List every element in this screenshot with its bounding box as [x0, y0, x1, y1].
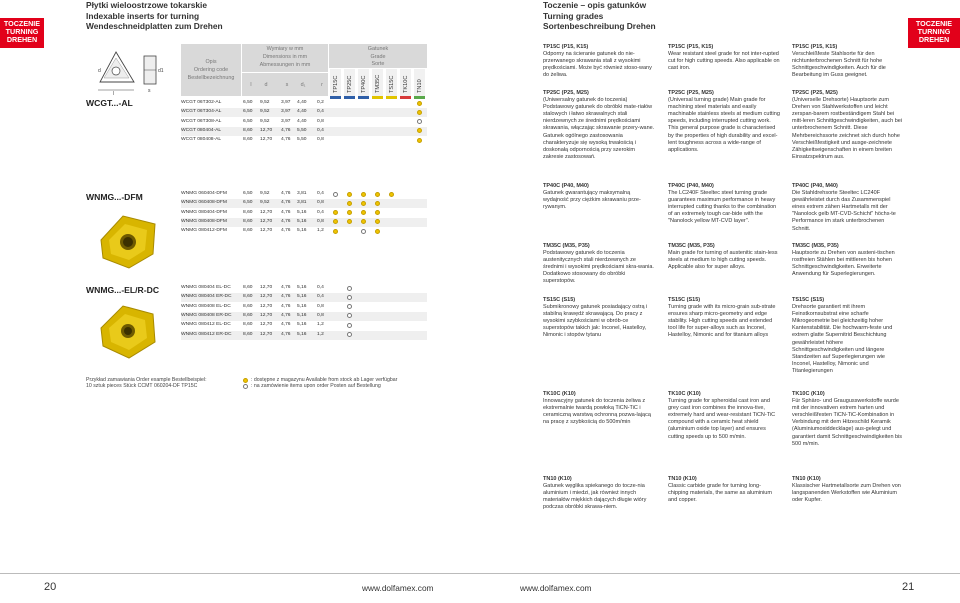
cell-d: 12,70 [260, 137, 273, 143]
order-dot-icon [417, 119, 422, 124]
grade-desc-body: (Universelle Drehsorte) Hauptsorte zum Drehen von Stahlwerkstoffen und leicht zerspan-barem rostbeständigem Stahl bei mitt-leren Schnittgeschwindigkeiten, auch bei unterbrochenem Schnitt. Diese Mehrbereichssorte zeichnet sich durch hohe Verschleißfestigkeit und ausge-zeichnete Zähigkeitseigenschaften in einem breiten Einsatzspektrum aus. [792, 97, 903, 160]
stock-dot-icon [417, 138, 422, 143]
grade-desc-title: TK10C (K10) [792, 391, 825, 397]
cell-d: 12,70 [260, 312, 273, 318]
cell-s: 4,76 [281, 294, 291, 300]
grade-desc-title: TS15C (S15) [792, 297, 825, 303]
cell-r: 0,4 [317, 285, 324, 290]
cell-l: 6,50 [243, 109, 253, 115]
grade-desc-en [668, 44, 780, 72]
cell-code: WNMG 080404 ER-DC [181, 294, 232, 300]
svg-text:l: l [113, 91, 115, 96]
cell-code: WNMG 080408-DFM [181, 218, 227, 224]
table-row [181, 127, 427, 136]
stock-dot-icon [347, 192, 352, 197]
svg-text:d1: d1 [158, 68, 164, 74]
stock-dot-icon [347, 210, 352, 215]
cell-r: 1,2 [317, 228, 324, 234]
grade-desc-body: Turning grade for spheroidal cast iron and grey cast iron combines the innova-tive, extremely hard and wear-resistant TiCN-TiC compound with a ceramic heat shield (aluminium oxide top layer) and ensures cutting speeds up to 500 m/min. [668, 398, 776, 440]
cell-code: WNMG 080404 EL-DC [181, 285, 231, 290]
dimension-column-1: d [264, 82, 268, 88]
title-line: Turning grades [543, 10, 604, 21]
cell-s: 4,76 [281, 200, 291, 206]
order-dot-icon [243, 384, 248, 389]
dimensions-header-label [242, 46, 328, 69]
table-row [181, 199, 427, 208]
stock-dot-icon [417, 110, 422, 115]
order-example-line: Przykład zamawiania Order example Bestellbeispiel: [86, 377, 207, 383]
cell-r: 1,2 [317, 322, 324, 328]
cell-code: WCGT 080408-AL [181, 137, 222, 143]
order-dot-icon [347, 323, 352, 328]
stock-dot-icon [417, 101, 422, 106]
grade-column-label: TM35C [375, 74, 381, 93]
grade-desc-body: Die Stahldrehsorte Steeltec LC240F gewährleistet durch das Zusammenspiel eines extrem zähen Hartmetalls mit der "Nanolock gelb MT-CVD-Schicht" höchs-te Performance im stark unterbrochenen Schnitt. [792, 190, 896, 232]
stock-dot-icon [361, 201, 366, 206]
cell-d: 12,70 [260, 331, 273, 337]
cell-r: 0,4 [317, 191, 324, 196]
cell-l: 8,60 [243, 209, 253, 215]
cell-s: 4,76 [281, 312, 291, 318]
title-line: Toczenie – opis gatunków [543, 0, 647, 10]
cell-d1: 5,16 [297, 312, 307, 318]
grade-desc-pl [543, 391, 655, 426]
right-page-title [543, 0, 656, 32]
cell-r: 0,4 [317, 209, 324, 215]
cell-code: WNMG 060404-DFM [181, 191, 227, 196]
cell-r: 0,8 [317, 303, 324, 309]
code-header-line: Ordering code [193, 67, 229, 73]
cell-code: WCGT 06T308-AL [181, 118, 222, 124]
grade-column-label: TK10C [403, 75, 409, 93]
cell-d: 12,70 [260, 294, 273, 300]
cell-s: 3,97 [281, 118, 291, 124]
wnmg-el-insert-image [93, 300, 163, 362]
side-tab-line: TOCZENIE [3, 19, 41, 28]
grade-desc-body: Odporny na ścieranie gatunek do nie-przerwanego skrawania stali z wysokimi prędkościami. Może być również stoso-wany do żeliwa. [543, 51, 652, 79]
dimension-column-2: s [285, 82, 289, 88]
url-right[interactable]: www.dolfamex.com [520, 583, 592, 593]
cell-d: 9,52 [260, 118, 270, 124]
table-row [181, 321, 427, 330]
grade-desc-en [668, 183, 780, 226]
cell-code: WNMG 080412 ER-DC [181, 331, 232, 337]
title-line: Sortenbeschreibung Drehen [543, 21, 656, 31]
grade-desc-title: TP40C (P40, M40) [668, 183, 714, 189]
cell-d1: 4,40 [297, 109, 307, 115]
order-example-line: 10 sztuk pieces Stück CCMT 060204-DF TP15C [86, 383, 198, 390]
cell-r: 0,2 [317, 100, 324, 105]
grade-desc-title: TK10C (K10) [543, 391, 576, 397]
insert-dimension-drawing [88, 44, 176, 96]
grade-desc-pl [543, 297, 655, 340]
grade-desc-en [668, 391, 780, 441]
stock-dot-icon [243, 378, 248, 383]
stock-dot-icon [333, 219, 338, 224]
grade-desc-title: TP25C (P25, M25) [792, 90, 838, 96]
order-dot-icon [347, 313, 352, 318]
page-number-left: 20 [44, 581, 57, 593]
url-left[interactable]: www.dolfamex.com [362, 583, 434, 593]
stock-dot-icon [361, 192, 366, 197]
svg-text:s: s [148, 88, 151, 94]
grade-desc-de [792, 90, 904, 161]
cell-d: 9,52 [260, 200, 270, 206]
grade-desc-de [792, 297, 904, 375]
page-number-right: 21 [902, 581, 915, 593]
cell-d1: 4,40 [297, 118, 307, 124]
cell-r: 0,4 [317, 109, 324, 115]
grade-desc-body: Verschleißfeste Stahlsorte für den nichtunterbrochenen Schnitt für hohe Schnittgeschwindigkeiten. Auch für die Bearbeitung im Guss geeignet. [792, 51, 886, 79]
grade-desc-pl [543, 44, 655, 79]
table-row [181, 293, 427, 302]
grade-desc-title: TN10 (K10) [543, 476, 572, 482]
grade-desc-body: Submikronowy gatunek posiadający ostrą i stabilną krawędź skrawającą. Do pracy z wysokimi szybkościami w obrób-ce superstopów takich jak: Inconel, Hastelloy, Nimonic i stopów tytanu [543, 304, 648, 339]
side-tab-line: DREHEN [918, 35, 950, 45]
grade-desc-de [792, 391, 904, 448]
stock-dot-icon [375, 229, 380, 234]
grade-desc-body: Für Sphäro- und Graugusswerkstoffe wurde mit der innovativen extrem harten und verschleißfesten TiCN-TiC-Kombination in Verbindung mit dem Hitzeschild Keramik (Aluminiumoxiddecklage) aus-gelegt und garantiert damit Schnittgeschwindigkeiten bis 500 m/min. [792, 398, 903, 447]
cell-r: 0,8 [317, 200, 324, 206]
stock-dot-icon [389, 192, 394, 197]
stock-dot-icon [417, 128, 422, 133]
grade-desc-body: Drehsorte garantiert mit ihrem Feinstkornsubstrat eine scharfe Mikrogeometrie bei gleichzeitig hoher Kantenstabilität. Die hochwarm-feste und extrem glatte Supernitrid Beschichtung gewährleistet höhere Schnittgeschwindigkeiten und längere Standzeiten auf Superlegierungen wie Inconel, Hastelloy, Nimonic und Titanlegierungen [792, 304, 893, 374]
table-row [181, 218, 427, 227]
cell-d1: 5,16 [297, 218, 307, 224]
grade-column-tk10c [400, 69, 411, 99]
grade-desc-body: Podstawowy gatunek do toczenia austenitycznych stali nierdzewnych ze średnimi i wysokimi prędkościami skra-wania. Dodatkowo stosowany do obróbki superstopów. [543, 250, 654, 285]
table-row [181, 284, 427, 293]
grade-column-label: TN10 [417, 79, 423, 93]
order-dot-icon [333, 192, 338, 197]
grade-desc-body: The LC240F Steeltec steel turning grade guarantees maximum performance in heavy interrupted cutting thanks to the combination of an extremely tough car-bide with the "Nanolock yellow MT-CVD layer". [668, 190, 777, 225]
table-row [181, 118, 427, 127]
cell-d1: 3,81 [297, 191, 307, 196]
legend-order-text: : na zamówienie items upon order Posten auf Bestellung [251, 383, 381, 390]
cell-s: 4,76 [281, 228, 291, 234]
grade-header-line: Grade [370, 53, 386, 60]
cell-d1: 3,81 [297, 200, 307, 206]
grade-desc-en [668, 476, 780, 504]
grade-column-label: TP40C [361, 75, 367, 93]
grade-desc-title: TK10C (K10) [668, 391, 701, 397]
cell-d: 9,52 [260, 100, 270, 105]
grade-column-label: TP25C [347, 75, 353, 93]
grade-desc-title: TP40C (P40, M40) [792, 183, 838, 189]
cell-r: 0,8 [317, 118, 324, 124]
table-row [181, 99, 427, 108]
stock-dot-icon [375, 201, 380, 206]
grade-column-label: TS15C [389, 75, 395, 93]
grade-desc-title: TP25C (P25, M25) [668, 90, 714, 96]
cell-code: WNMG 080412-DFM [181, 228, 227, 234]
grade-header-label [329, 46, 427, 69]
dimension-column-0: l [250, 82, 252, 88]
dimension-column-3: d₁ [300, 82, 306, 88]
order-dot-icon [347, 304, 352, 309]
grade-desc-en [668, 243, 780, 271]
cell-d1: 5,50 [297, 127, 307, 133]
grade-desc-body: Hauptsorte zu Drehen von austeni-tischen rostfreien Stählen bei mittleren bis hohen Schnittgeschwindigkeiten. Erweiterte Anwendung für Superlegierungen. [792, 250, 895, 278]
cell-code: WNMG 080404-DFM [181, 209, 227, 215]
side-tab-line: TURNING [5, 27, 39, 37]
legend-order [243, 383, 397, 389]
cell-d1: 5,16 [297, 322, 307, 328]
order-dot-icon [347, 332, 352, 337]
cell-d1: 5,16 [297, 294, 307, 300]
order-example [86, 377, 207, 389]
grade-header-line: Sorte [371, 61, 385, 68]
cell-r: 0,4 [317, 127, 324, 133]
cell-l: 8,60 [243, 331, 253, 337]
cell-d1: 5,16 [297, 228, 307, 234]
dim-header-line: Abmessungen in mm [259, 61, 311, 68]
cell-code: WNMG 060408-DFM [181, 200, 227, 206]
grade-desc-pl [543, 243, 655, 286]
grade-desc-body: (Uniwersalny gatunek do toczenia) Podstawowy gatunek do obróbki mate-riałów stalowych i łatwo skrawalnych stali nierdzewnych ze średnimi prędkościami skrawania, włączając skrawanie przery-wane. Gatunek ogólnego zastosowania charakteryzuje się wysoką trwałością i doskonałą odpornością przy szerokim zakresie zastosowań. [543, 97, 655, 160]
stock-dot-icon [333, 210, 338, 215]
cell-l: 8,60 [243, 312, 253, 318]
table-row [181, 190, 427, 199]
cell-s: 3,97 [281, 109, 291, 115]
grade-desc-pl [543, 183, 655, 211]
side-tab-right [908, 18, 960, 48]
cell-d: 12,70 [260, 322, 273, 328]
stock-dot-icon [347, 201, 352, 206]
grade-column-label: TP15C [333, 75, 339, 93]
svg-text:d: d [98, 68, 101, 74]
grade-column-tp40c [358, 69, 369, 99]
grade-desc-title: TP15C (P15, K15) [792, 44, 838, 50]
code-header-line: Opis [205, 59, 217, 65]
legend-stock-text: : dostępne z magazynu Available from stock ab Lager verfügbar [251, 377, 398, 383]
grade-desc-body: Gatunek gwarantujący maksymalną wydajność przy ciężkim skrawaniu prze-rywanym. [543, 190, 641, 211]
cell-l: 6,50 [243, 200, 253, 206]
cell-d1: 5,16 [297, 209, 307, 215]
cell-l: 8,60 [243, 137, 253, 143]
cell-r: 0,8 [317, 218, 324, 224]
table-row [181, 209, 427, 218]
grade-desc-title: TP25C (P25, M25) [543, 90, 589, 96]
cell-l: 6,50 [243, 191, 253, 196]
side-tab-left [0, 18, 44, 48]
grade-desc-title: TP15C (P15, K15) [543, 44, 589, 50]
grade-desc-en [668, 90, 780, 154]
cell-l: 8,60 [243, 322, 253, 328]
cell-d: 12,70 [260, 228, 273, 234]
cell-d: 12,70 [260, 218, 273, 224]
cell-s: 4,76 [281, 191, 291, 196]
cell-d: 12,70 [260, 209, 273, 215]
grade-desc-title: TM35C (M35, P35) [792, 243, 839, 249]
stock-dot-icon [375, 219, 380, 224]
title-line: Wendeschneidplatten zum Drehen [86, 21, 223, 31]
cell-l: 6,50 [243, 100, 253, 105]
grade-desc-body: Gatunek węglika spiekanego do tocze-nia aluminium i miedzi, jak również innych materiałów miękkich dających długie wióry podczas obróbki skrawa-niem. [543, 483, 647, 511]
grade-desc-body: Main grade for turning of austenitic stain-less steels at medium to high cutting speeds. Applicable also for super alloys. [668, 250, 778, 271]
cell-code: WCGT 06T302-AL [181, 100, 222, 105]
cell-s: 4,76 [281, 331, 291, 337]
grade-desc-de [792, 243, 904, 278]
cell-s: 3,97 [281, 100, 291, 105]
order-dot-icon [347, 295, 352, 300]
cell-d1: 4,40 [297, 100, 307, 105]
cell-r: 0,4 [317, 294, 324, 300]
grade-column-ts15c [386, 69, 397, 99]
cell-d1: 5,50 [297, 137, 307, 143]
grade-desc-de [792, 183, 904, 233]
grade-desc-body: Turning grade with its micro-grain sub-strate ensures sharp micro-geometry and edge stability. High cutting speeds and extended tool life for super-alloys such as Inconel, Hastelloy, Nimonic and for titanium alloys [668, 304, 776, 339]
side-tab-line: TURNING [917, 27, 951, 37]
stock-dot-icon [375, 210, 380, 215]
cell-l: 8,60 [243, 228, 253, 234]
code-header-label [181, 58, 241, 82]
cell-r: 1,2 [317, 331, 324, 337]
grade-desc-title: TS15C (S15) [668, 297, 701, 303]
title-line: Płytki wieloostrzowe tokarskie [86, 0, 208, 10]
grade-desc-de [792, 476, 904, 504]
grade-desc-title: TP15C (P15, K15) [668, 44, 714, 50]
table-row [181, 227, 427, 236]
side-tab-line: DREHEN [6, 35, 38, 45]
cell-d: 12,70 [260, 303, 273, 309]
stock-dot-icon [333, 229, 338, 234]
table-row [181, 303, 427, 312]
grade-desc-title: TS15C (S15) [543, 297, 576, 303]
dim-header-line: Wymiary w mm [266, 46, 304, 52]
grade-desc-de [792, 44, 904, 79]
grade-desc-title: TM35C (M35, P35) [668, 243, 715, 249]
grade-desc-pl [543, 90, 655, 161]
grade-desc-body: Innowacyjny gatunek do toczenia żeliwa z ekstremalnie twardą powłoką TiCN-TiC i ceramiczną warstwą ochronną pozwa-lającą na pracę z szybkością do 500m/min [543, 398, 651, 426]
grade-desc-body: Classic carbide grade for turning long-chipping materials, the same as aluminium and copper. [668, 483, 772, 504]
group-label-wcgt: WCGT...-AL [86, 98, 133, 108]
table-row [181, 108, 427, 117]
legend [243, 377, 397, 389]
grade-desc-title: TN10 (K10) [668, 476, 697, 482]
cell-d: 12,70 [260, 285, 273, 290]
grade-desc-title: TM35C (M35, P35) [543, 243, 590, 249]
grade-desc-body: Klassischer Hartmetallsorte zum Drehen von langspanenden Werkstoffen wie Aluminium oder Kupfer. [792, 483, 901, 504]
cell-code: WCGT 080404-AL [181, 127, 222, 133]
side-tab-line: TOCZENIE [915, 19, 953, 28]
wnmg-dfm-insert-image [93, 210, 163, 272]
grade-desc-title: TP40C (P40, M40) [543, 183, 589, 189]
cell-l: 6,50 [243, 118, 253, 124]
cell-s: 4,76 [281, 285, 291, 290]
left-page-title [86, 0, 223, 32]
cell-s: 4,76 [281, 218, 291, 224]
cell-s: 4,76 [281, 322, 291, 328]
grade-desc-body: Wear resistant steel grade for not inter-rupted cut for high cutting speeds. Also applicable on cast iron. [668, 51, 780, 72]
table-row [181, 136, 427, 145]
grade-header-line: Gatunek [367, 46, 389, 52]
cell-s: 4,76 [281, 137, 291, 143]
cell-d: 9,52 [260, 191, 270, 196]
cell-code: WNMG 080412 EL-DC [181, 322, 231, 328]
cell-d1: 5,16 [297, 285, 307, 290]
cell-d: 9,52 [260, 109, 270, 115]
cell-d1: 5,16 [297, 303, 307, 309]
grade-column-tm35c [372, 69, 383, 99]
dimension-column-4: r [321, 82, 323, 88]
code-header-line: Bestellbezeichnung [187, 75, 235, 81]
grade-column-tp25c [344, 69, 355, 99]
cell-l: 8,60 [243, 218, 253, 224]
stock-dot-icon [361, 219, 366, 224]
cell-l: 8,60 [243, 294, 253, 300]
grade-desc-title: TN10 (K10) [792, 476, 821, 482]
title-line: Indexable inserts for turning [86, 10, 200, 21]
grade-desc-body: (Universal turning grade) Main grade for machining steel materials and easily machinable stainless steels at medium cutting speeds, including interrupted cutting work. This general purpose grade is characterised by the properties of high durability and excel-lent toughness across a wide-range of applications. [668, 97, 780, 153]
group-label-wnmg-el: WNMG...-EL/R-DC [86, 285, 160, 295]
cell-d: 12,70 [260, 127, 273, 133]
grade-column-tn10 [414, 69, 425, 99]
table-row [181, 312, 427, 321]
dim-header-line: Dimensions in mm [262, 53, 308, 60]
grade-desc-pl [543, 476, 655, 511]
table-row [181, 331, 427, 340]
stock-dot-icon [347, 219, 352, 224]
stock-dot-icon [375, 192, 380, 197]
grade-desc-en [668, 297, 780, 340]
group-label-wnmg-dfm: WNMG...-DFM [86, 192, 143, 202]
stock-dot-icon [361, 210, 366, 215]
cell-l: 8,60 [243, 303, 253, 309]
order-dot-icon [361, 229, 366, 234]
cell-s: 4,76 [281, 127, 291, 133]
cell-s: 4,76 [281, 303, 291, 309]
cell-l: 8,60 [243, 285, 253, 290]
grade-column-tp15c [330, 69, 341, 99]
cell-d1: 5,16 [297, 331, 307, 337]
cell-l: 8,60 [243, 127, 253, 133]
cell-code: WNMG 080408 ER-DC [181, 312, 232, 318]
cell-code: WCGT 06T304-AL [181, 109, 222, 115]
cell-r: 0,8 [317, 312, 324, 318]
order-dot-icon [347, 286, 352, 291]
cell-code: WNMG 080408 EL-DC [181, 303, 231, 309]
cell-s: 4,76 [281, 209, 291, 215]
cell-r: 0,8 [317, 137, 324, 143]
